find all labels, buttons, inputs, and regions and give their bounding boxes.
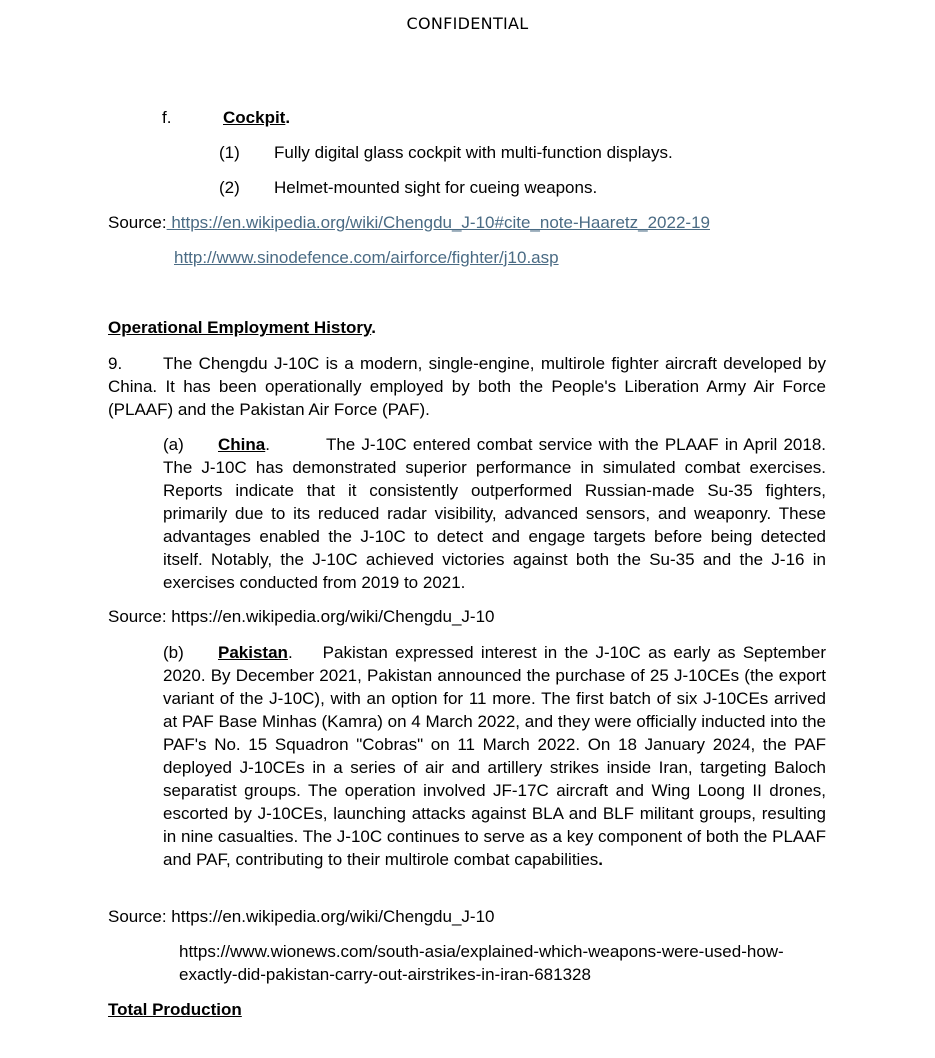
paragraph-9-text: The Chengdu J-10C is a modern, single-engine, multirole fighter aircraft developed by China. It has been operationally employed by both the People's Liberation Army Air Force (PLAAF) and the Pakistan Air Force (PAF). [108,354,826,419]
china-title-suffix: . [265,435,270,454]
china-text: The J-10C entered combat service with the PLAAF in April 2018. The J-10C has demonstrated superior performance in simulated combat exercises. Reports indicate that it consistently outperformed Russian-made Su-35 fighters, primarily due to its reduced radar visibility, advanced sensors, and weaponry. These advantages enabled the J-10C to detect and engage targets before being detected itself. Notably, the J-10C achieved victories against both the Su-35 and the J-16 in exercises conducted from 2019 to 2021. [163,435,826,592]
pakistan-source: Source: https://en.wikipedia.org/wiki/Chengdu_J-10 [108,907,495,926]
operational-heading [108,316,376,339]
cockpit-source-label: Source: [108,213,167,232]
china-source: Source: https://en.wikipedia.org/wiki/Chengdu_J-10 [108,607,495,626]
pakistan-title: Pakistan [218,643,288,662]
pakistan-text: Pakistan expressed interest in the J-10C as early as September 2020. By December 2021, Pakistan announced the purchase of 25 J-10CEs (the export variant of the J-10C), with an option for 11 more. The first batch of six J-10CEs arrived at PAF Base Minhas (Kamra) on 4 March 2022, and they were officially inducted into the PAF's No. 15 Squadron "Cobras" on 11 March 2022. On 18 January 2024, the PAF deployed J-10CEs in a series of air and artillery strikes inside Iran, targeting Baloch separatist groups. The operation involved JF-17C aircraft and Wing Loong II drones, escorted by J-10CEs, launching attacks against BLA and BLF militant groups, resulting in nine casualties. The J-10C continues to serve as a key component of both the PLAAF and PAF, contributing to their multirole combat capabilities [163,643,826,869]
cockpit-source [108,211,710,234]
china-subparagraph [163,433,826,594]
cockpit-title [223,106,290,129]
cockpit-item-2-text: Helmet-mounted sight for cueing weapons. [274,178,598,197]
pakistan-source-2: https://www.wionews.com/south-asia/explained-which-weapons-were-used-how-exactly-did-pakistan-carry-out-airstrikes-in-iran-681328 [179,942,784,984]
paragraph-9-number: 9. [108,354,123,373]
cockpit-item-1-num: (1) [219,143,240,162]
china-marker: (a) [163,435,184,454]
pakistan-text-end: . [598,850,604,869]
operational-heading-text: Operational Employment History [108,318,372,337]
cockpit-title-suffix: . [285,108,291,127]
total-production-heading [108,998,242,1021]
classification-header: CONFIDENTIAL [406,14,529,33]
pakistan-title-suffix: . [287,643,293,662]
cockpit-marker: f. [162,108,172,127]
cockpit-source-link-2[interactable]: http://www.sinodefence.com/airforce/fighter/j10.asp [174,248,559,267]
pakistan-marker: (b) [163,643,184,662]
china-title: China [218,435,266,454]
cockpit-item-2-num: (2) [219,178,240,197]
cockpit-title-text: Cockpit [223,108,286,127]
cockpit-item-1-text: Fully digital glass cockpit with multi-function displays. [274,143,673,162]
operational-heading-suffix: . [371,318,376,337]
cockpit-source-link-1[interactable]: https://en.wikipedia.org/wiki/Chengdu_J-10#cite_note-Haaretz_2022-19 [166,213,710,232]
pakistan-subparagraph [163,641,826,871]
paragraph-9 [108,352,826,421]
total-production-heading-text: Total Production [108,1000,242,1019]
